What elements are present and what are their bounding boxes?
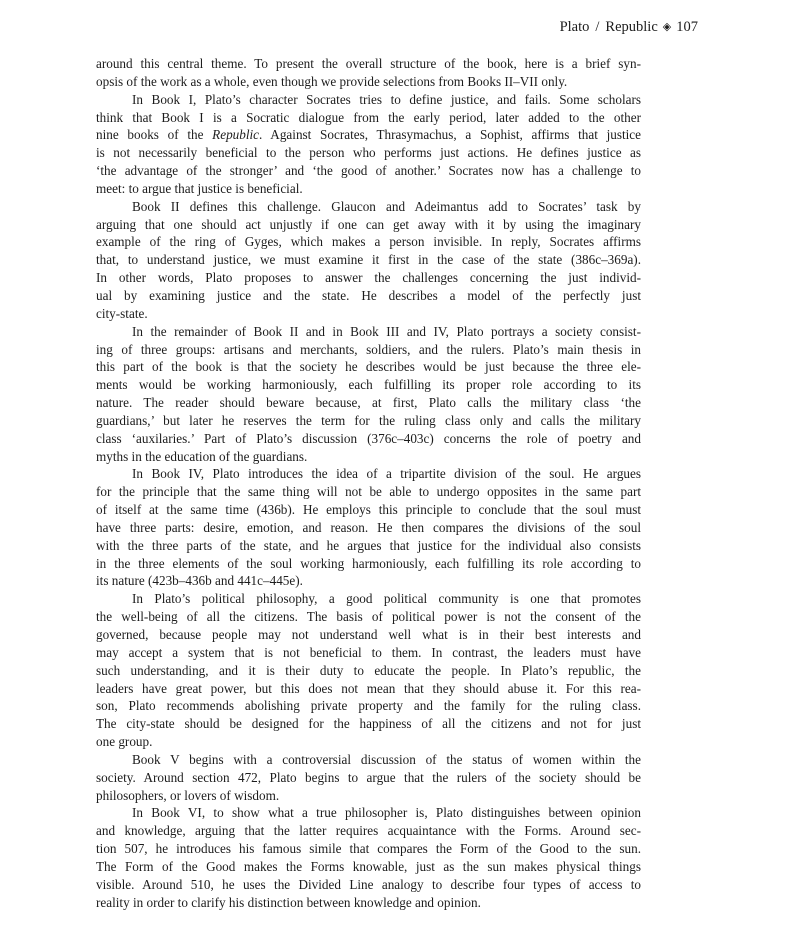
text-line: for the principle that the same thing will not be able to undergo opposites in the same part bbox=[96, 484, 641, 500]
text-line: its nature (423b–436b and 441c–445e). bbox=[96, 573, 303, 589]
text-line: meet: to argue that justice is beneficial. bbox=[96, 180, 303, 196]
text-line: In the remainder of Book II and in Book III and IV, Plato portrays a society consist- bbox=[132, 323, 641, 339]
text-line: such understanding, and it is their duty to educate the people. In Plato’s republic, the bbox=[96, 662, 641, 678]
text-line: may accept a system that is not beneficial to them. In contrast, the leaders must have bbox=[96, 644, 641, 660]
text-line: Book II defines this challenge. Glaucon and Adeimantus add to Socrates’ task by bbox=[132, 198, 641, 214]
body-text bbox=[96, 55, 641, 912]
text-line: arguing that one should act unjustly if one can get away with it by using the imaginary bbox=[96, 216, 641, 232]
text-line: In Book IV, Plato introduces the idea of a tripartite division of the soul. He argues bbox=[132, 466, 641, 482]
text-line: nine books of the Republic. Against Socrates, Thrasymachus, a Sophist, affirms that justice bbox=[96, 127, 641, 143]
text-line: and knowledge, arguing that the latter requires acquaintance with the Forms. Around sec- bbox=[96, 823, 641, 839]
text-line: ments would be working harmoniously, each fulfilling its proper role according to its bbox=[96, 377, 641, 393]
diamond-ornament-icon: ◈ bbox=[662, 21, 672, 33]
text-line: opsis of the work as a whole, even though we provide selections from Books II–VII only. bbox=[96, 73, 568, 89]
text-line: have three parts: desire, emotion, and reason. He then compares the divisions of the soul bbox=[96, 519, 641, 535]
text-line: nature. The reader should beware because, at first, Plato calls the military class ‘the bbox=[96, 395, 641, 411]
text-line: ual by examining justice and the state. He describes a model of the perfectly just bbox=[96, 287, 641, 303]
book-title-emphasis: Republic bbox=[212, 127, 260, 143]
text-line: the well-being of all the citizens. The basis of political power is not the consent of the bbox=[96, 609, 641, 625]
text-line: visible. Around 510, he uses the Divided Line analogy to describe four types of access to bbox=[96, 876, 641, 892]
text-line: Book V begins with a controversial discussion of the status of women within the bbox=[132, 751, 641, 767]
text-line: of itself at the same time (436b). He employs this principle to conclude that the soul must bbox=[96, 502, 641, 518]
text-line: governed, because people may not understand well what is in their best interests and bbox=[96, 627, 641, 642]
text-line: think that Book I is a Socratic dialogue from the early period, later added to the other bbox=[96, 109, 641, 125]
text-line: The Form of the Good makes the Forms knowable, just as the sun makes physical things bbox=[96, 858, 641, 874]
text-line: one group. bbox=[96, 734, 153, 750]
text-line: son, Plato recommends abolishing private property and the family for the ruling class. bbox=[96, 698, 641, 714]
text-line: myths in the education of the guardians. bbox=[96, 448, 308, 464]
text-line: that, to understand justice, we must examine it first in the case of the state (386c–369a). bbox=[96, 252, 641, 268]
header-author: Plato bbox=[559, 19, 590, 35]
text-line: In other words, Plato proposes to answer the challenges concerning the just individ- bbox=[96, 270, 641, 286]
text-line: is not necessarily beneficial to the person who performs just actions. He defines justice as bbox=[96, 145, 641, 161]
text-line: philosophers, or lovers of wisdom. bbox=[96, 787, 280, 803]
text-line: tion 507, he introduces his famous simile that compares the Form of the Good to the sun. bbox=[96, 841, 641, 857]
text-line: The city-state should be designed for the happiness of all the citizens and not for just bbox=[96, 716, 641, 732]
text-line: reality in order to clarify his distinction between knowledge and opinion. bbox=[96, 894, 481, 910]
text-line: ‘the advantage of the stronger’ and ‘the good of another.’ Socrates now has a challenge to bbox=[96, 163, 641, 179]
text-line: In Book VI, to show what a true philosopher is, Plato distinguishes between opinion bbox=[132, 805, 641, 821]
text-line: In Plato’s political philosophy, a good political community is one that promotes bbox=[132, 591, 641, 607]
text-line: around this central theme. To present the overall structure of the book, here is a brief syn- bbox=[96, 56, 641, 71]
running-head bbox=[96, 17, 698, 38]
text-line: this part of the book is that the society he describes would be just because the three ele- bbox=[96, 359, 641, 375]
text-line: society. Around section 472, Plato begins to argue that the rulers of the society should be bbox=[96, 769, 641, 785]
text-line: in the three elements of the soul working harmoniously, each fulfilling its role according to bbox=[96, 555, 641, 571]
text-line: class ‘auxilaries.’ Part of Plato’s discussion (376c–403c) concerns the role of poetry and bbox=[96, 430, 641, 446]
text-line: city-state. bbox=[96, 305, 148, 321]
text-line: example of the ring of Gyges, which makes a person invisible. In reply, Socrates affirms bbox=[96, 234, 641, 250]
header-work-title: Republic bbox=[605, 19, 658, 35]
text-line: leaders have great power, but this does not mean that they should abuse it. For this rea- bbox=[96, 680, 641, 696]
text-line: In Book I, Plato’s character Socrates tries to define justice, and fails. Some scholars bbox=[132, 91, 641, 107]
text-line: with the three parts of the state, and he argues that justice for the individual also consists bbox=[96, 537, 641, 553]
page-number: 107 bbox=[676, 19, 698, 35]
text-line: ing of three groups: artisans and merchants, soldiers, and the rulers. Plato’s main thesis in bbox=[96, 341, 641, 357]
text-line: guardians,’ but later he reserves the term for the ruling class only and calls the military bbox=[96, 412, 641, 428]
header-separator: / bbox=[595, 19, 600, 35]
